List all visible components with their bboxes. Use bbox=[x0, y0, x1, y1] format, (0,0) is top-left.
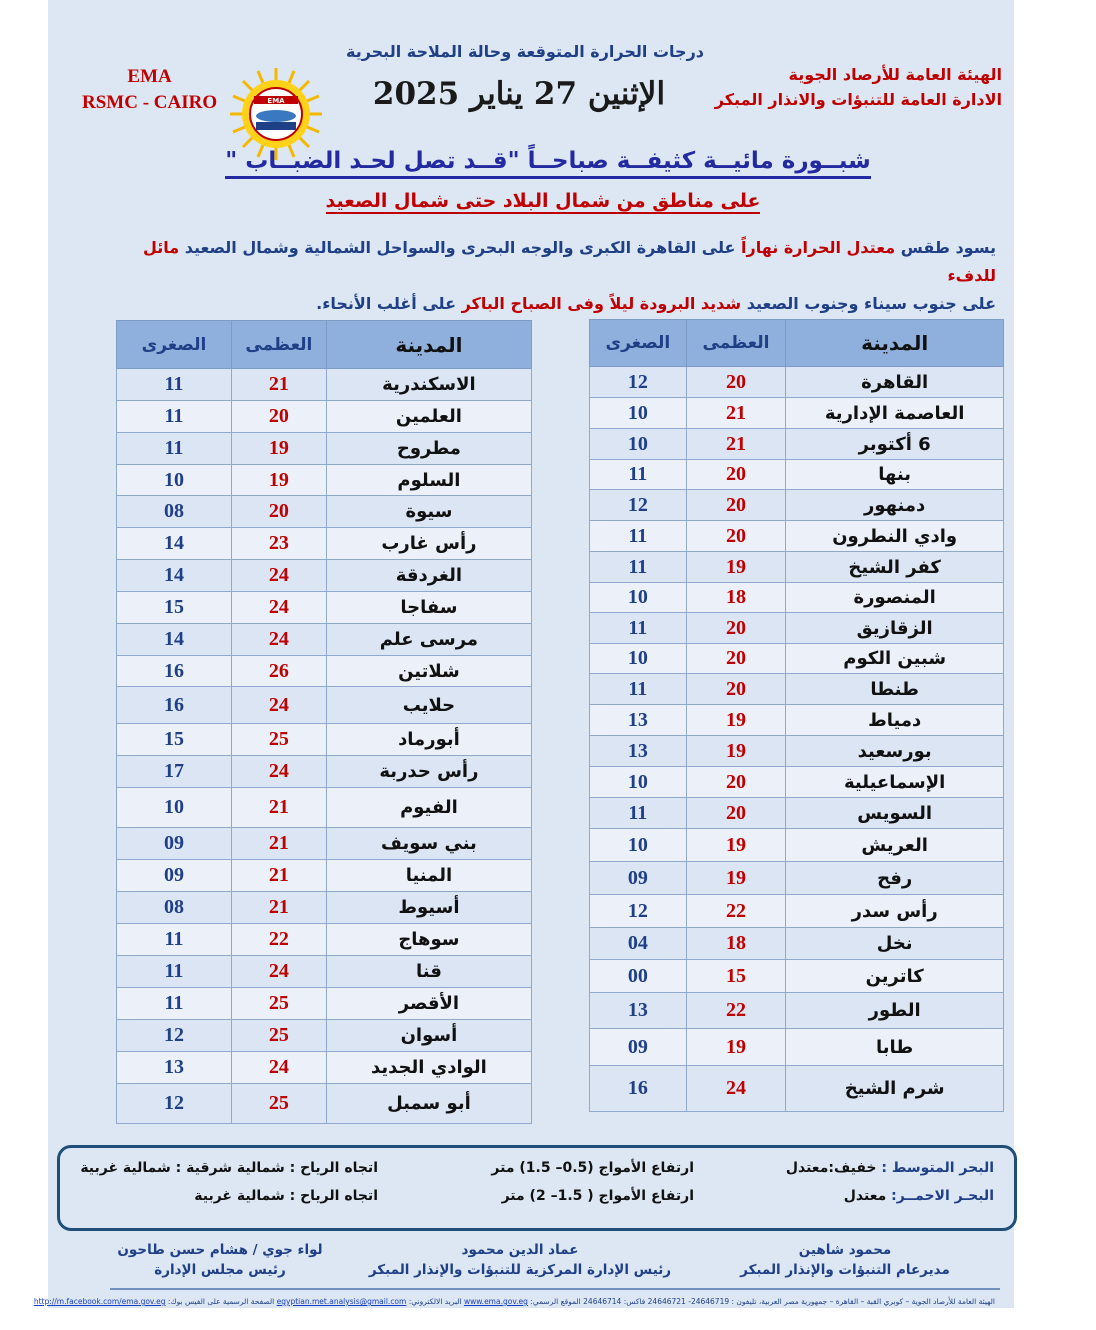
city-cell: مرسى علم bbox=[326, 624, 531, 656]
table-row bbox=[117, 788, 532, 828]
max-temp-cell: 24 bbox=[231, 560, 326, 592]
min-temp-cell: 16 bbox=[117, 687, 232, 724]
max-temp-cell: 20 bbox=[686, 798, 786, 829]
city-cell: أسوان bbox=[326, 1020, 531, 1052]
table-row bbox=[117, 687, 532, 724]
sea-med-state-value: خفيف:معتدل bbox=[785, 1160, 877, 1176]
footer-fb-label: الصفحة الرسمية على الفيس بوك: bbox=[165, 1297, 277, 1306]
min-temp-cell: 10 bbox=[590, 767, 687, 798]
max-temp-cell: 21 bbox=[231, 828, 326, 860]
table-row bbox=[590, 1029, 1004, 1066]
sea-med-waves: ارتفاع الأمواج (0.5– 1.5) متر bbox=[491, 1160, 694, 1176]
city-cell: الإسماعيلية bbox=[786, 767, 1004, 798]
sea-red-state bbox=[844, 1188, 994, 1204]
signature-3-title: رئيس مجلس الإدارة bbox=[154, 1262, 286, 1278]
sea-red-label: البحـر الاحمــر: bbox=[886, 1188, 994, 1204]
sea-red-wind: اتجاه الرياح : شمالية غربية bbox=[194, 1188, 378, 1204]
max-temp-cell: 19 bbox=[686, 1029, 786, 1066]
headline-sub bbox=[0, 190, 1086, 212]
city-cell: أبو سمبل bbox=[326, 1084, 531, 1124]
min-temp-cell: 08 bbox=[117, 496, 232, 528]
table-row bbox=[117, 724, 532, 756]
desc-part-7: على أغلب الأنحاء. bbox=[316, 294, 462, 313]
max-temp-cell: 20 bbox=[686, 460, 786, 490]
table-row bbox=[590, 367, 1004, 398]
min-temp-cell: 09 bbox=[590, 1029, 687, 1066]
city-cell: كفر الشيخ bbox=[786, 552, 1004, 583]
max-temp-cell: 23 bbox=[231, 528, 326, 560]
desc-part-5: على جنوب سيناء وجنوب الصعيد bbox=[741, 294, 996, 313]
table-row bbox=[117, 956, 532, 988]
max-temp-cell: 24 bbox=[686, 1066, 786, 1112]
min-temp-cell: 16 bbox=[117, 656, 232, 687]
table-row bbox=[117, 860, 532, 892]
table-row bbox=[117, 828, 532, 860]
header-min: الصغرى bbox=[590, 320, 687, 367]
table-row bbox=[117, 528, 532, 560]
min-temp-cell: 11 bbox=[117, 956, 232, 988]
min-temp-cell: 10 bbox=[590, 583, 687, 613]
table-row bbox=[117, 465, 532, 496]
city-cell: أبورماد bbox=[326, 724, 531, 756]
city-cell: كاترين bbox=[786, 960, 1004, 993]
max-temp-cell: 20 bbox=[686, 490, 786, 521]
min-temp-cell: 12 bbox=[590, 367, 687, 398]
ema-label bbox=[82, 64, 217, 116]
city-cell: الفيوم bbox=[326, 788, 531, 828]
sea-med-label: البحر المتوسط : bbox=[876, 1160, 994, 1176]
max-temp-cell: 20 bbox=[231, 401, 326, 433]
headline-main bbox=[0, 148, 1096, 174]
city-cell: السويس bbox=[786, 798, 1004, 829]
min-temp-cell: 11 bbox=[590, 674, 687, 705]
table-row bbox=[590, 705, 1004, 736]
city-cell: الطور bbox=[786, 993, 1004, 1029]
max-temp-cell: 20 bbox=[231, 496, 326, 528]
max-temp-cell: 20 bbox=[686, 521, 786, 552]
table-row bbox=[590, 736, 1004, 767]
max-temp-cell: 24 bbox=[231, 624, 326, 656]
city-cell: أسيوط bbox=[326, 892, 531, 924]
table-row bbox=[117, 560, 532, 592]
min-temp-cell: 13 bbox=[590, 993, 687, 1029]
max-temp-cell: 15 bbox=[686, 960, 786, 993]
table-row bbox=[590, 429, 1004, 460]
signature-1 bbox=[705, 1240, 985, 1280]
min-temp-cell: 11 bbox=[590, 798, 687, 829]
city-cell: طنطا bbox=[786, 674, 1004, 705]
city-cell: بنها bbox=[786, 460, 1004, 490]
desc-part-2: معتدل الحرارة نهاراً bbox=[741, 238, 896, 257]
max-temp-cell: 18 bbox=[686, 928, 786, 960]
sea-med-state bbox=[786, 1160, 994, 1176]
sea-red-waves: ارتفاع الأمواج ( 1.5– 2) متر bbox=[501, 1188, 694, 1204]
min-temp-cell: 14 bbox=[117, 528, 232, 560]
table-row bbox=[117, 988, 532, 1020]
desc-part-3: على القاهرة الكبرى والوجه البحرى والسواحل الشمالية وشمال الصعيد bbox=[179, 238, 741, 257]
city-cell: قنا bbox=[326, 956, 531, 988]
min-temp-cell: 10 bbox=[117, 465, 232, 496]
sea-red-state-value: معتدل bbox=[843, 1188, 887, 1204]
signature-3 bbox=[90, 1240, 350, 1280]
min-temp-cell: 10 bbox=[117, 788, 232, 828]
max-temp-cell: 19 bbox=[686, 862, 786, 895]
desc-part-1: يسود طقس bbox=[895, 238, 996, 257]
table-row bbox=[117, 1052, 532, 1084]
min-temp-cell: 11 bbox=[590, 552, 687, 583]
city-cell: دمنهور bbox=[786, 490, 1004, 521]
min-temp-cell: 11 bbox=[590, 521, 687, 552]
min-temp-cell: 16 bbox=[590, 1066, 687, 1112]
org-line-2: الادارة العامة للتنبؤات والانذار المبكر bbox=[714, 90, 1002, 109]
min-temp-cell: 15 bbox=[117, 724, 232, 756]
header-min: الصغرى bbox=[117, 321, 232, 369]
table-row bbox=[590, 674, 1004, 705]
city-cell: حلايب bbox=[326, 687, 531, 724]
max-temp-cell: 21 bbox=[231, 369, 326, 401]
table-row bbox=[117, 756, 532, 788]
table-row bbox=[590, 398, 1004, 429]
max-temp-cell: 19 bbox=[686, 736, 786, 767]
city-cell: رأس سدر bbox=[786, 895, 1004, 928]
city-cell: بني سويف bbox=[326, 828, 531, 860]
city-cell: سفاجا bbox=[326, 592, 531, 624]
max-temp-cell: 21 bbox=[231, 860, 326, 892]
city-cell: نخل bbox=[786, 928, 1004, 960]
weather-description bbox=[116, 234, 996, 318]
min-temp-cell: 14 bbox=[117, 624, 232, 656]
footer-contact bbox=[33, 1297, 995, 1306]
table-row bbox=[590, 490, 1004, 521]
signature-1-title: مديرعام التنبؤات والإنذار المبكر bbox=[740, 1262, 950, 1278]
org-line-1: الهيئة العامة للأرصاد الجوية bbox=[788, 65, 1002, 84]
ema-line-2: RSMC - CAIRO bbox=[82, 92, 218, 113]
max-temp-cell: 21 bbox=[686, 398, 786, 429]
city-cell: رأس حدربة bbox=[326, 756, 531, 788]
city-cell: مطروح bbox=[326, 433, 531, 465]
min-temp-cell: 11 bbox=[117, 369, 232, 401]
table-row bbox=[117, 592, 532, 624]
table-row bbox=[590, 993, 1004, 1029]
city-cell: العلمين bbox=[326, 401, 531, 433]
max-temp-cell: 25 bbox=[231, 724, 326, 756]
ema-line-1: EMA bbox=[127, 66, 172, 87]
table-row bbox=[590, 960, 1004, 993]
max-temp-cell: 25 bbox=[231, 1084, 326, 1124]
city-cell: الزقازيق bbox=[786, 613, 1004, 644]
min-temp-cell: 17 bbox=[117, 756, 232, 788]
table-row bbox=[590, 928, 1004, 960]
min-temp-cell: 09 bbox=[117, 860, 232, 892]
desc-part-4: مائل للدفء bbox=[142, 238, 996, 285]
signature-2-title: رئيس الإدارة المركزية للتنبؤات والإنذار المبكر bbox=[368, 1262, 672, 1278]
max-temp-cell: 19 bbox=[231, 465, 326, 496]
city-cell: الغردقة bbox=[326, 560, 531, 592]
max-temp-cell: 18 bbox=[686, 583, 786, 613]
city-cell: وادي النطرون bbox=[786, 521, 1004, 552]
max-temp-cell: 26 bbox=[231, 656, 326, 687]
table-row bbox=[117, 624, 532, 656]
table-row bbox=[590, 862, 1004, 895]
table-row bbox=[117, 496, 532, 528]
max-temp-cell: 21 bbox=[231, 892, 326, 924]
min-temp-cell: 14 bbox=[117, 560, 232, 592]
table-row bbox=[590, 767, 1004, 798]
table-row bbox=[590, 1066, 1004, 1112]
max-temp-cell: 19 bbox=[231, 433, 326, 465]
max-temp-cell: 20 bbox=[686, 613, 786, 644]
table-row bbox=[117, 656, 532, 687]
max-temp-cell: 24 bbox=[231, 592, 326, 624]
min-temp-cell: 10 bbox=[590, 829, 687, 862]
min-temp-cell: 11 bbox=[117, 988, 232, 1020]
min-temp-cell: 10 bbox=[590, 644, 687, 674]
table-row bbox=[590, 798, 1004, 829]
headline-sub-text: على مناطق من شمال البلاد حتى شمال الصعيد bbox=[325, 190, 761, 212]
min-temp-cell: 11 bbox=[117, 924, 232, 956]
table-row bbox=[117, 433, 532, 465]
headline-main-text bbox=[225, 148, 870, 179]
min-temp-cell: 12 bbox=[117, 1084, 232, 1124]
max-temp-cell: 21 bbox=[686, 429, 786, 460]
max-temp-cell: 24 bbox=[231, 756, 326, 788]
sea-med-wind: اتجاه الرياح : شمالية شرقية : شمالية غربية bbox=[80, 1160, 378, 1176]
min-temp-cell: 08 bbox=[117, 892, 232, 924]
city-cell: رفح bbox=[786, 862, 1004, 895]
min-temp-cell: 11 bbox=[590, 613, 687, 644]
max-temp-cell: 24 bbox=[231, 956, 326, 988]
table-row bbox=[590, 895, 1004, 928]
min-temp-cell: 13 bbox=[117, 1052, 232, 1084]
city-cell: شلاتين bbox=[326, 656, 531, 687]
header-city: المدينة bbox=[786, 320, 1004, 367]
max-temp-cell: 22 bbox=[686, 895, 786, 928]
table-row bbox=[117, 1084, 532, 1124]
signature-1-name: محمود شاهين bbox=[798, 1242, 892, 1258]
max-temp-cell: 19 bbox=[686, 552, 786, 583]
max-temp-cell: 24 bbox=[231, 687, 326, 724]
table-row bbox=[117, 369, 532, 401]
sea-conditions-box bbox=[57, 1145, 1017, 1231]
footer-mail-label: البريد الالكتروني: bbox=[406, 1297, 464, 1306]
logo-text: EMA bbox=[267, 97, 285, 105]
table-row bbox=[590, 829, 1004, 862]
city-cell: السلوم bbox=[326, 465, 531, 496]
table-row bbox=[117, 924, 532, 956]
min-temp-cell: 09 bbox=[117, 828, 232, 860]
city-cell: شبين الكوم bbox=[786, 644, 1004, 674]
min-temp-cell: 11 bbox=[117, 401, 232, 433]
min-temp-cell: 13 bbox=[590, 736, 687, 767]
report-date: الإثنين 27 يناير 2025 bbox=[372, 76, 666, 112]
table-row bbox=[590, 644, 1004, 674]
max-temp-cell: 21 bbox=[231, 788, 326, 828]
max-temp-cell: 20 bbox=[686, 767, 786, 798]
city-cell: سوهاج bbox=[326, 924, 531, 956]
report-subtitle: درجات الحرارة المتوقعة وحالة الملاحة البحرية bbox=[345, 42, 704, 61]
city-cell: طابا bbox=[786, 1029, 1004, 1066]
footer-divider bbox=[110, 1288, 1000, 1290]
min-temp-cell: 11 bbox=[590, 460, 687, 490]
header-max: العظمى bbox=[231, 321, 326, 369]
max-temp-cell: 19 bbox=[686, 705, 786, 736]
min-temp-cell: 10 bbox=[590, 429, 687, 460]
max-temp-cell: 22 bbox=[686, 993, 786, 1029]
header-max: العظمى bbox=[686, 320, 786, 367]
footer-website-link[interactable]: www.ema.gov.eg bbox=[463, 1297, 528, 1306]
footer-email-link[interactable]: egyptian.met.analysis@gmail.com bbox=[276, 1297, 407, 1306]
city-cell: شرم الشيخ bbox=[786, 1066, 1004, 1112]
table-row bbox=[590, 583, 1004, 613]
signature-2-name: عماد الدين محمود bbox=[461, 1242, 579, 1258]
max-temp-cell: 20 bbox=[686, 644, 786, 674]
min-temp-cell: 04 bbox=[590, 928, 687, 960]
table-row bbox=[117, 892, 532, 924]
footer-text: الهيئة العامة للأرصاد الجوية – كوبري القبة – القاهرة – جمهورية مصر العربية، تليفون : 24646719- 24646721 فاكس: 24646714 الموقع الرسمي: bbox=[527, 1297, 995, 1306]
city-cell: الوادي الجديد bbox=[326, 1052, 531, 1084]
max-temp-cell: 25 bbox=[231, 1020, 326, 1052]
max-temp-cell: 19 bbox=[686, 829, 786, 862]
city-cell: العريش bbox=[786, 829, 1004, 862]
min-temp-cell: 11 bbox=[117, 433, 232, 465]
max-temp-cell: 22 bbox=[231, 924, 326, 956]
city-cell: العاصمة الإدارية bbox=[786, 398, 1004, 429]
city-cell: 6 أكتوبر bbox=[786, 429, 1004, 460]
min-temp-cell: 10 bbox=[590, 398, 687, 429]
max-temp-cell: 20 bbox=[686, 367, 786, 398]
min-temp-cell: 09 bbox=[590, 862, 687, 895]
min-temp-cell: 12 bbox=[590, 490, 687, 521]
temperature-table-left bbox=[116, 320, 532, 1124]
signature-3-name: لواء جوي / هشام حسن طاحون bbox=[117, 1242, 323, 1258]
table-row bbox=[117, 401, 532, 433]
city-cell: القاهرة bbox=[786, 367, 1004, 398]
headline-part-1: شبــورة مائيــة كثيفــة صباحــاً bbox=[519, 148, 871, 174]
table-row bbox=[590, 460, 1004, 490]
max-temp-cell: 25 bbox=[231, 988, 326, 1020]
city-cell: سيوة bbox=[326, 496, 531, 528]
table-row bbox=[117, 1020, 532, 1052]
min-temp-cell: 13 bbox=[590, 705, 687, 736]
min-temp-cell: 12 bbox=[590, 895, 687, 928]
max-temp-cell: 20 bbox=[686, 674, 786, 705]
header-city: المدينة bbox=[326, 321, 531, 369]
temperature-table-right bbox=[589, 319, 1004, 1112]
headline-part-2: "قــد تصل لحـد الضبــاب " bbox=[225, 148, 520, 174]
city-cell: بورسعيد bbox=[786, 736, 1004, 767]
organization-name bbox=[715, 62, 1002, 112]
table-row bbox=[590, 613, 1004, 644]
desc-part-6: شديد البرودة ليلاً وفى الصباح الباكر bbox=[461, 294, 742, 313]
city-cell: الأقصر bbox=[326, 988, 531, 1020]
city-cell: المنصورة bbox=[786, 583, 1004, 613]
city-cell: رأس غارب bbox=[326, 528, 531, 560]
table-row bbox=[590, 521, 1004, 552]
min-temp-cell: 12 bbox=[117, 1020, 232, 1052]
city-cell: دمياط bbox=[786, 705, 1004, 736]
max-temp-cell: 24 bbox=[231, 1052, 326, 1084]
table-row bbox=[590, 552, 1004, 583]
min-temp-cell: 00 bbox=[590, 960, 687, 993]
city-cell: المنيا bbox=[326, 860, 531, 892]
min-temp-cell: 15 bbox=[117, 592, 232, 624]
city-cell: الاسكندرية bbox=[326, 369, 531, 401]
footer-facebook-link[interactable]: http://m.facebook.com/ema.gov.eg bbox=[33, 1297, 166, 1306]
signature-2 bbox=[360, 1240, 680, 1280]
